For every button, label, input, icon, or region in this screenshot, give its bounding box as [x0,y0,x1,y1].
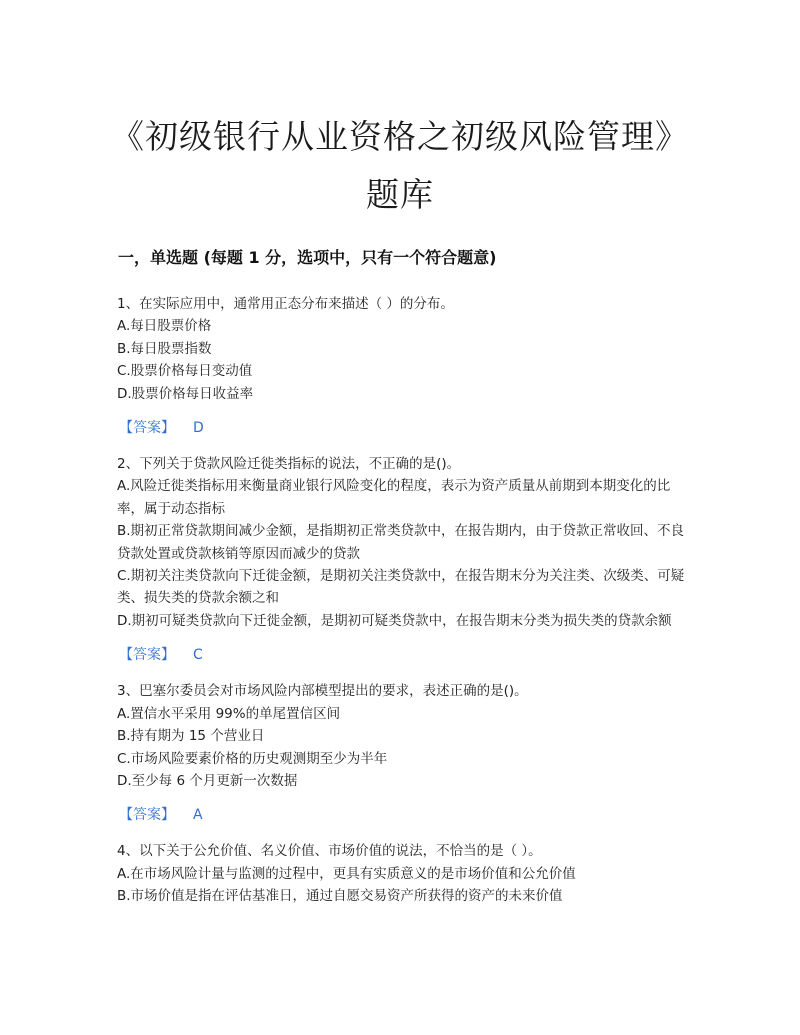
question-block [117,293,687,439]
question-option: A.置信水平采用 99%的单尾置信区间 [117,705,341,722]
question-option: B.期初正常贷款期间减少金额，是指期初正常类贷款中，在报告期内，由于贷款正常收回、不良贷款处置或贷款核销等原因而减少的贷款 [117,523,685,562]
answer-label: 【答案】 [119,647,175,664]
question-option: D.股票价格每日收益率 [117,385,254,402]
question-block [117,840,687,907]
question-option: D.至少每 6 个月更新一次数据 [117,772,298,789]
question-option: C.股票价格每日变动值 [117,363,253,380]
answer-line [117,644,687,666]
answer-line [117,417,687,439]
question-option: A.在市场风险计量与监测的过程中，更具有实质意义的是市场价值和公允价值 [117,865,576,882]
section-heading: 一，单选题 (每题 1 分，选项中，只有一个符合题意) [118,248,497,267]
question-option: A.风险迁徙类指标用来衡量商业银行风险变化的程度，表示为资产质量从前期到本期变化的比率，属于动态指标 [117,478,671,517]
document-title: 《初级银行从业资格之初级风险管理》题库 [111,117,689,214]
question-option: D.期初可疑类贷款向下迁徙金额，是期初可疑类贷款中，在报告期末分类为损失类的贷款余额 [117,612,672,629]
question-option: C.期初关注类贷款向下迁徙金额，是期初关注类贷款中，在报告期末分为关注类、次级类、可疑类、损失类的贷款余额之和 [117,568,685,607]
answer-label: 【答案】 [119,420,175,437]
answer-line [117,804,687,826]
question-option: B.持有期为 15 个营业日 [117,728,265,745]
answer-value: A [193,807,203,824]
question-block [117,453,687,666]
question-option: B.每日股票指数 [117,340,212,357]
question-list [117,293,687,908]
answer-value: C [193,647,203,664]
question-stem: 4、以下关于公允价值、名义价值、市场价值的说法，不恰当的是（ ）。 [117,843,542,860]
answer-value: D [193,420,204,437]
question-stem: 2、下列关于贷款风险迁徙类指标的说法，不正确的是()。 [117,456,461,473]
question-stem: 3、巴塞尔委员会对市场风险内部模型提出的要求，表述正确的是()。 [117,683,528,700]
answer-label: 【答案】 [119,807,175,824]
question-stem: 1、在实际应用中，通常用正态分布来描述（ ）的分布。 [117,296,454,312]
question-block [117,680,687,826]
question-option: A.每日股票价格 [117,318,212,335]
question-option: B.市场价值是指在评估基准日，通过自愿交易资产所获得的资产的未来价值 [117,888,563,905]
question-option: C.市场风险要素价格的历史观测期至少为半年 [117,750,388,767]
